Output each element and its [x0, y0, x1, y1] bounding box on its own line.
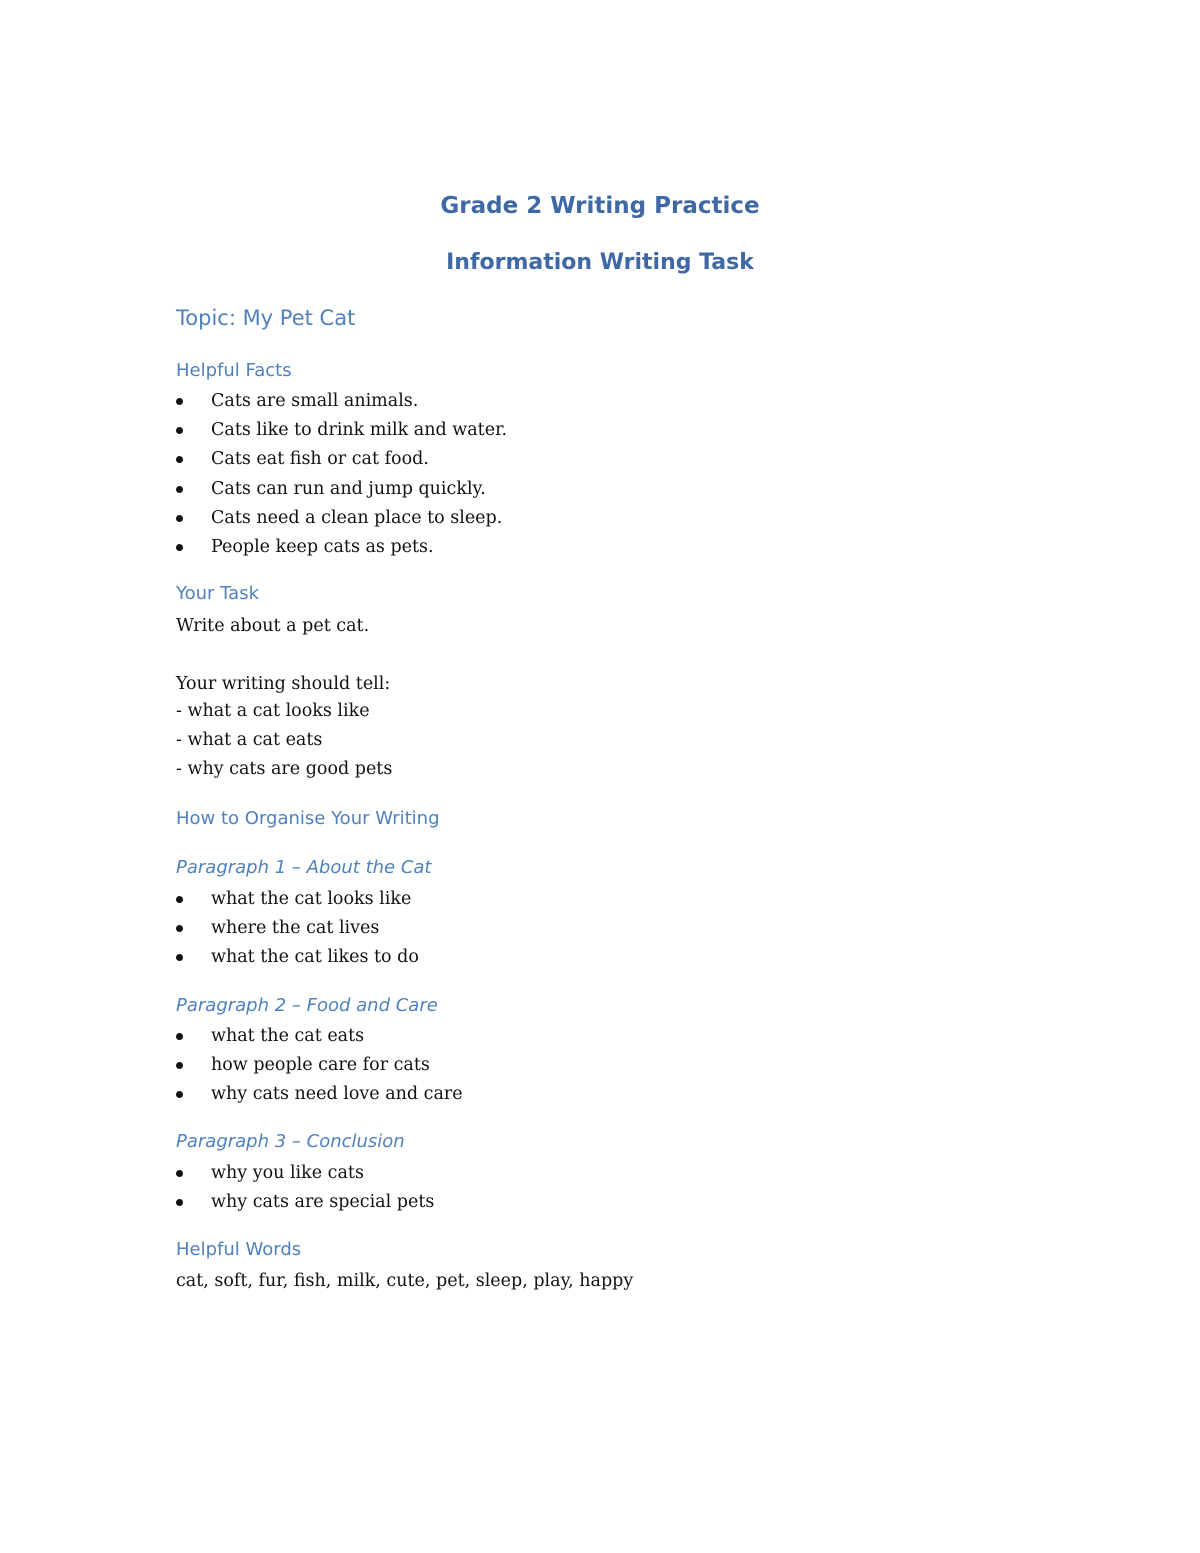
list-item: People keep cats as pets.: [176, 533, 507, 562]
bullet-icon: [176, 398, 183, 405]
bullet-icon: [176, 1199, 183, 1206]
list-item: why cats are special pets: [176, 1188, 434, 1217]
bullet-icon: [176, 486, 183, 493]
list-item: why you like cats: [176, 1159, 434, 1188]
paragraph-1-heading: Paragraph 1 – About the Cat: [176, 857, 432, 878]
document-subtitle: Information Writing Task: [446, 250, 754, 275]
bullet-icon: [176, 515, 183, 522]
list-item: Cats can run and jump quickly.: [176, 475, 507, 504]
topic-heading: Topic: My Pet Cat: [176, 306, 356, 330]
task-point: - what a cat looks like: [176, 701, 370, 721]
paragraph-3-list: [176, 1159, 434, 1217]
bullet-icon: [176, 1170, 183, 1177]
task-points: [176, 697, 392, 784]
task-instruction: Write about a pet cat.: [176, 616, 370, 636]
list-item: what the cat looks like: [176, 885, 419, 914]
list-item: Cats eat fish or cat food.: [176, 445, 507, 474]
list-item: what the cat likes to do: [176, 943, 419, 972]
task-point: - why cats are good pets: [176, 759, 393, 779]
list-item: Cats are small animals.: [176, 387, 507, 416]
helpful-words-heading: Helpful Words: [176, 1239, 302, 1260]
paragraph-2-heading: Paragraph 2 – Food and Care: [176, 995, 438, 1016]
bullet-icon: [176, 456, 183, 463]
paragraph-3-heading: Paragraph 3 – Conclusion: [176, 1131, 405, 1152]
document-title: Grade 2 Writing Practice: [440, 193, 760, 219]
task-intro: Your writing should tell:: [176, 674, 391, 694]
list-item: how people care for cats: [176, 1051, 463, 1080]
list-item: Cats need a clean place to sleep.: [176, 504, 507, 533]
paragraph-2-list: [176, 1022, 463, 1110]
bullet-icon: [176, 544, 183, 551]
list-item: why cats need love and care: [176, 1080, 463, 1109]
bullet-icon: [176, 427, 183, 434]
helpful-facts-list: [176, 387, 507, 562]
task-point: - what a cat eats: [176, 730, 323, 750]
bullet-icon: [176, 1062, 183, 1069]
helpful-words-text: cat, soft, fur, fish, milk, cute, pet, sleep, play, happy: [176, 1271, 634, 1291]
list-item: where the cat lives: [176, 914, 419, 943]
bullet-icon: [176, 954, 183, 961]
organise-heading: How to Organise Your Writing: [176, 808, 440, 829]
bullet-icon: [176, 1033, 183, 1040]
list-item: Cats like to drink milk and water.: [176, 416, 507, 445]
bullet-icon: [176, 925, 183, 932]
bullet-icon: [176, 896, 183, 903]
list-item: what the cat eats: [176, 1022, 463, 1051]
your-task-heading: Your Task: [176, 583, 259, 604]
helpful-facts-heading: Helpful Facts: [176, 360, 292, 381]
bullet-icon: [176, 1091, 183, 1098]
paragraph-1-list: [176, 885, 419, 973]
